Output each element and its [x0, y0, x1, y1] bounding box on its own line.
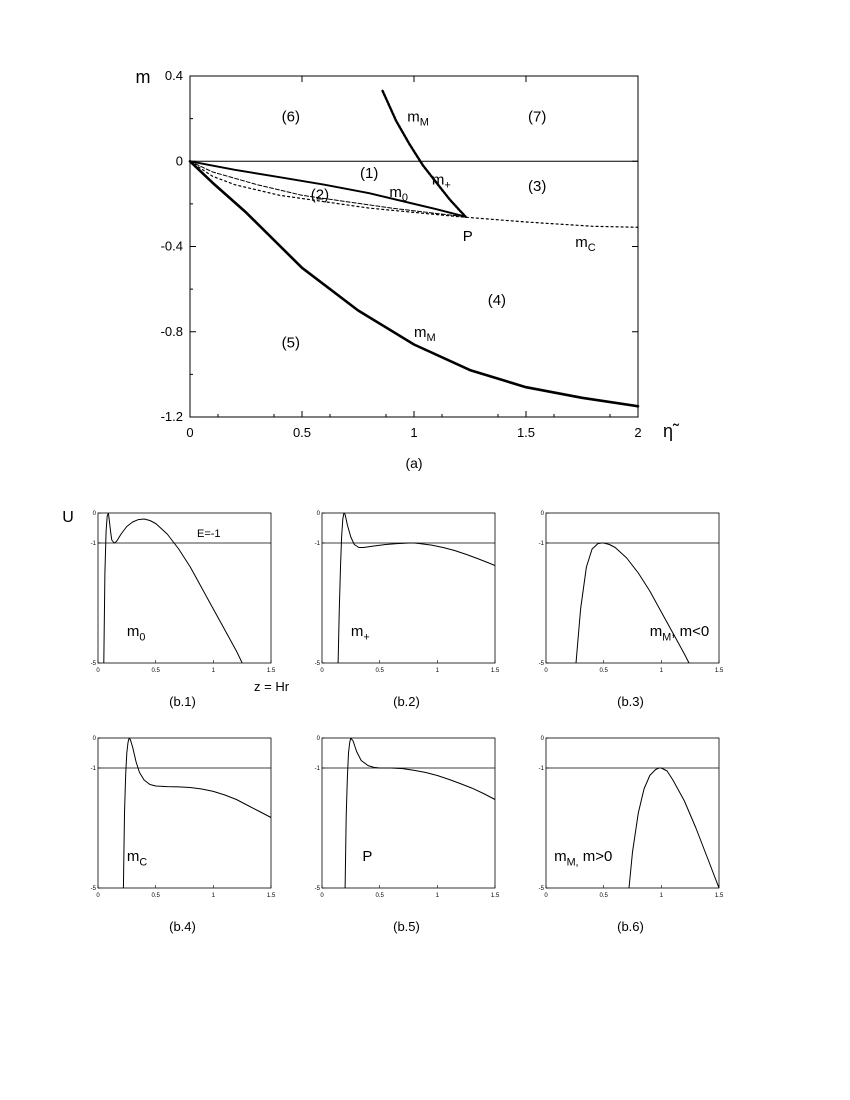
panel-caption: (b.3)	[617, 694, 644, 709]
panel-b6	[539, 736, 724, 934]
panel-curve-label-extra: , m<0	[671, 623, 710, 640]
potential-curve	[576, 543, 689, 663]
y-tick-label: -0.8	[160, 323, 183, 339]
panel-curve-label	[127, 848, 148, 869]
region-label: (2)	[310, 186, 330, 204]
panel-b1	[91, 511, 276, 709]
panel-x-tick-label: 1	[435, 893, 440, 899]
y-tick-label: -0.4	[160, 238, 183, 254]
panel-y-tick-label: -1	[538, 766, 544, 772]
panel-caption: (b.6)	[617, 919, 644, 934]
x-axis-label: η̃	[662, 421, 674, 441]
curve-label	[414, 324, 436, 344]
panel-y-tick-label: -1	[314, 541, 320, 547]
region-label: (1)	[360, 164, 379, 182]
y-tick-label: 0.4	[164, 68, 183, 83]
curve-label-subscript: M	[419, 116, 429, 129]
panel-x-tick-label: 1.5	[490, 668, 500, 674]
region-label: (5)	[281, 334, 300, 352]
panel-y-tick-label: -1	[538, 541, 544, 547]
panel-x-tick-label: 1.5	[714, 668, 724, 674]
panel-frame	[322, 513, 495, 663]
panel-x-tick-label: 0	[544, 668, 548, 674]
x-tick-label: 1.5	[516, 425, 536, 440]
panel-x-tick-label: 0	[96, 893, 100, 899]
panel-x-tick-label: 1	[435, 668, 440, 674]
panel-y-tick-label: 0	[540, 511, 544, 517]
panel-curve-label-subscript: C	[139, 856, 148, 869]
panel-curve-label-subscript: 0	[139, 631, 146, 644]
panel-curve-label-base: m	[126, 848, 140, 865]
curve-label-base: m	[414, 323, 427, 341]
panel-caption: (b.5)	[393, 919, 420, 934]
panel-x-tick-label: 0.5	[375, 668, 384, 674]
panel-x-tick-label: 1	[211, 893, 216, 899]
series-line-4	[190, 161, 638, 406]
panel-b2	[315, 511, 500, 709]
panel-y-tick-label: -5	[538, 886, 544, 892]
chart-a-caption: (a)	[405, 455, 423, 471]
panel-b5	[315, 736, 500, 934]
panel-curve-label-base: m	[350, 623, 364, 640]
chart-a	[136, 67, 681, 471]
panel-y-tick-label: 0	[92, 511, 96, 517]
curve-label-base: m	[431, 171, 445, 189]
panel-x-tick-label: 0.5	[151, 668, 160, 674]
potential-curve	[338, 513, 495, 663]
panel-x-tick-label: 0.5	[151, 893, 160, 899]
panel-y-tick-label: -5	[314, 661, 320, 667]
panel-y-tick-label: -5	[90, 661, 96, 667]
panel-x-tick-label: 0.5	[599, 893, 608, 899]
curve-label	[407, 108, 429, 128]
panel-x-tick-label: 1.5	[714, 893, 724, 899]
curve-label	[575, 234, 596, 254]
chart-a-frame	[190, 76, 638, 417]
panel-y-tick-label: 0	[316, 511, 320, 517]
panel-curve-label-subscript: +	[363, 631, 370, 644]
curve-label-subscript: 0	[401, 192, 408, 205]
energy-label: E=-1	[197, 528, 221, 540]
panel-x-tick-label: 1	[659, 893, 664, 899]
panel-x-tick-label: 1	[659, 668, 664, 674]
curve-label	[432, 171, 451, 191]
curve-label	[389, 184, 408, 204]
panel-x-tick-label: 0.5	[375, 893, 384, 899]
curve-label-subscript: M	[426, 331, 436, 344]
x-tick-label: 0.5	[292, 425, 312, 440]
potential-curve	[345, 738, 495, 888]
region-label: (4)	[487, 291, 507, 309]
panel-x-tick-label: 0	[320, 893, 324, 899]
panel-x-tick-label: 0.5	[599, 668, 608, 674]
potential-curve	[104, 513, 242, 663]
region-label: (3)	[528, 177, 547, 195]
series-line-3	[190, 161, 638, 227]
panel-y-tick-label: 0	[316, 736, 320, 742]
panel-b3	[539, 511, 724, 709]
panel-curve-label	[127, 623, 146, 644]
panel-curve-label	[650, 623, 709, 644]
panel-caption: (b.1)	[169, 694, 196, 709]
panel-y-tick-label: -1	[314, 766, 320, 772]
panel-frame	[98, 513, 271, 663]
region-label: (6)	[281, 108, 300, 126]
potential-curve	[629, 768, 719, 888]
y-tick-label: 0	[175, 153, 183, 169]
y-tick-label: -1.2	[160, 409, 183, 424]
u-axis-label: U	[62, 509, 74, 526]
curve-label-base: m	[389, 184, 402, 202]
panel-y-tick-label: -5	[90, 886, 96, 892]
panel-frame	[546, 513, 719, 663]
panel-curve-label-extra: m>0	[578, 848, 613, 865]
panel-curve-label-base: m	[649, 623, 663, 640]
panel-curve-label-base: P	[362, 848, 373, 865]
panel-x-tick-label: 0	[320, 668, 324, 674]
panel-y-tick-label: -5	[538, 661, 544, 667]
panel-curve-label-base: m	[126, 623, 140, 640]
panel-caption: (b.4)	[169, 919, 196, 934]
panel-curve-label	[362, 848, 372, 865]
panel-x-tick-label: 1.5	[490, 893, 500, 899]
panel-x-tick-label: 1.5	[266, 893, 276, 899]
panel-b4	[91, 736, 276, 934]
x-tick-label: 1	[410, 425, 418, 440]
region-label: (7)	[528, 108, 547, 126]
panel-caption: (b.2)	[393, 694, 420, 709]
panel-x-tick-label: 0	[96, 668, 100, 674]
curve-label-base: m	[575, 234, 588, 252]
panel-curve-label	[351, 623, 370, 644]
panel-curve-label-subscript: M	[662, 631, 672, 644]
panel-x-tick-label: 0	[544, 893, 548, 899]
panel-curve-label	[554, 848, 612, 869]
panel-y-tick-label: -1	[90, 766, 96, 772]
x-tick-label: 0	[186, 425, 194, 440]
panel-curve-label-subscript: M,	[566, 856, 579, 869]
y-axis-label: m	[135, 67, 151, 87]
curve-label-base: m	[407, 108, 420, 126]
z-axis-label: z = Hr	[254, 679, 290, 694]
panel-x-tick-label: 1	[211, 668, 216, 674]
region-label: P	[462, 227, 473, 245]
panel-y-tick-label: -5	[314, 886, 320, 892]
panel-y-tick-label: 0	[92, 736, 96, 742]
panel-curve-label-base: m	[554, 848, 567, 865]
panel-y-tick-label: 0	[540, 736, 544, 742]
x-tick-label: 2	[634, 425, 642, 440]
panel-x-tick-label: 1.5	[266, 668, 276, 674]
curve-label-subscript: C	[587, 242, 596, 255]
curve-label-subscript: +	[444, 179, 451, 192]
panel-y-tick-label: -1	[90, 541, 96, 547]
